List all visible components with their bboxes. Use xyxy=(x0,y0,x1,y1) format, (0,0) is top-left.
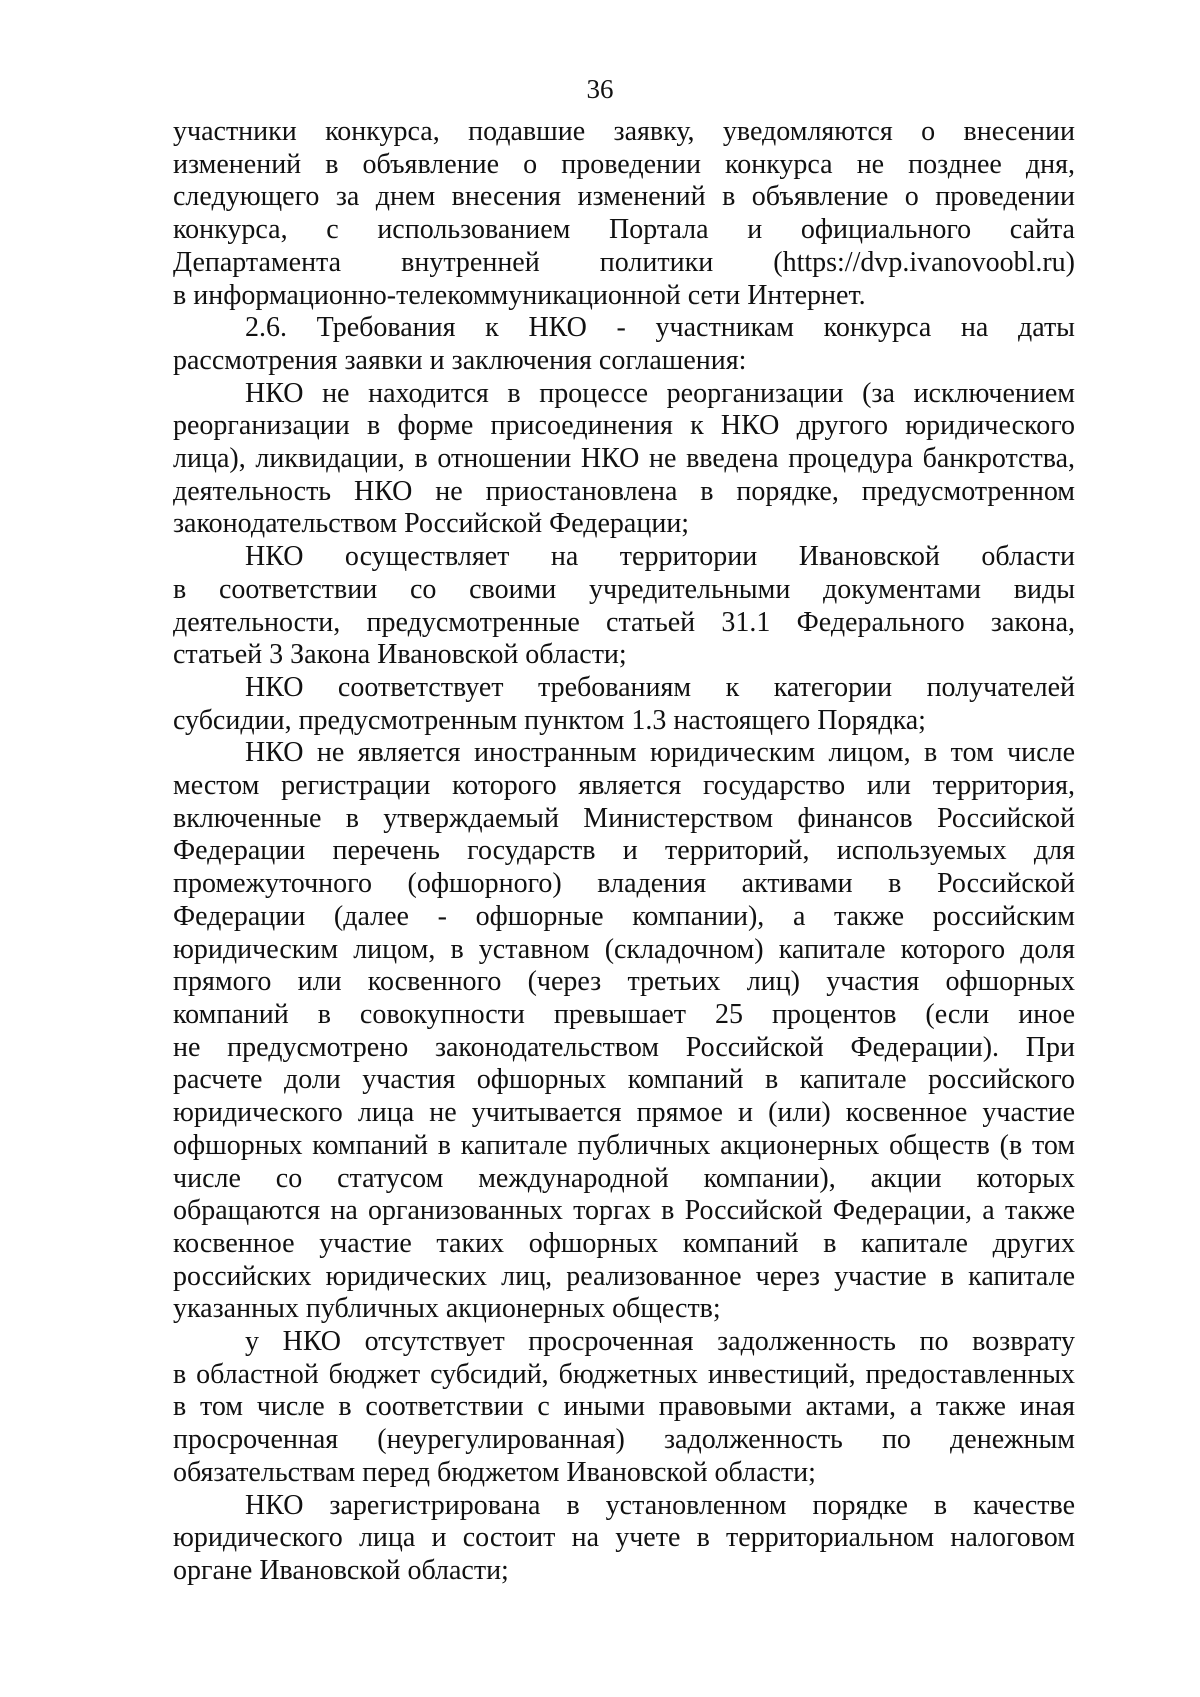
paragraph-no-reorganization xyxy=(173,378,1075,542)
text-line: расчете доли участия офшорных компаний в капитале российского xyxy=(173,1064,1075,1096)
text-line: компаний в совокупности превышает 25 процентов (если иное xyxy=(173,998,1075,1030)
text-line: в информационно-телекоммуникационной сети Интернет. xyxy=(173,279,866,311)
paragraph-recipient-category xyxy=(173,672,1075,737)
text-line: в областной бюджет субсидий, бюджетных инвестиций, предоставленных xyxy=(173,1358,1075,1390)
paragraph-activity-territory xyxy=(173,541,1075,672)
text-line: лица), ликвидации, в отношении НКО не введена процедура банкротства, xyxy=(173,443,1075,475)
text-line: юридического лица не учитывается прямое и (или) косвенное участие xyxy=(173,1097,1075,1129)
document-body xyxy=(173,116,1075,1588)
text-line: изменений в объявление о проведении конкурса не позднее дня, xyxy=(173,148,1075,180)
text-line: обращаются на организованных торгах в Российской Федерации, а также xyxy=(173,1195,1075,1227)
text-line: Департамента внутренней политики (https://dvp.ivanovoobl.ru) xyxy=(173,246,1075,278)
text-line: деятельность НКО не приостановлена в порядке, предусмотренном xyxy=(173,475,1075,507)
text-line: следующего за днем внесения изменений в объявление о проведении xyxy=(173,181,1075,213)
text-line: указанных публичных акционерных обществ; xyxy=(173,1293,721,1325)
text-line: офшорных компаний в капитале публичных акционерных обществ (в том xyxy=(173,1129,1075,1161)
text-line: статьей 3 Закона Ивановской области; xyxy=(173,639,627,671)
text-line: законодательством Российской Федерации; xyxy=(173,508,690,540)
text-line: числе со статусом международной компании), акции которых xyxy=(173,1162,1075,1194)
text-line: включенные в утверждаемый Министерством финансов Российской xyxy=(173,802,1075,834)
text-line: НКО соответствует требованиям к категории получателей xyxy=(245,671,1075,703)
paragraph-notification xyxy=(173,116,1075,312)
text-line: в соответствии со своими учредительными документами виды xyxy=(173,573,1075,605)
text-line: участники конкурса, подавшие заявку, уведомляются о внесении xyxy=(173,116,1075,147)
text-line: обязательствам перед бюджетом Ивановской области; xyxy=(173,1456,816,1488)
text-line: реорганизации в форме присоединения к НКО другого юридического xyxy=(173,410,1075,442)
text-line: местом регистрации которого является государство или территория, xyxy=(173,770,1075,802)
text-line: юридического лица и состоит на учете в территориальном налоговом xyxy=(173,1522,1075,1554)
paragraph-not-foreign-entity xyxy=(173,737,1075,1326)
text-line: не предусмотрено законодательством Российской Федерации). При xyxy=(173,1031,1075,1063)
paragraph-registered xyxy=(173,1490,1075,1588)
text-line: в том числе в соответствии с иными правовыми актами, а также иная xyxy=(173,1391,1075,1423)
text-line: органе Ивановской области; xyxy=(173,1554,509,1586)
text-line: российских юридических лиц, реализованное через участие в капитале xyxy=(173,1260,1075,1292)
paragraph-no-overdue-debt xyxy=(173,1326,1075,1490)
text-line: конкурса, с использованием Портала и официального сайта xyxy=(173,214,1075,246)
text-line: НКО зарегистрирована в установленном порядке в качестве xyxy=(245,1489,1075,1521)
paragraph-requirements-heading xyxy=(173,312,1075,377)
text-line: рассмотрения заявки и заключения соглашения: xyxy=(173,344,747,376)
text-line: НКО не находится в процессе реорганизации (за исключением xyxy=(245,377,1075,409)
text-line: у НКО отсутствует просроченная задолженность по возврату xyxy=(245,1326,1075,1358)
text-line: прямого или косвенного (через третьих лиц) участия офшорных xyxy=(173,966,1075,998)
text-line: просроченная (неурегулированная) задолженность по денежным xyxy=(173,1424,1075,1456)
text-line: Федерации (далее - офшорные компании), а также российским xyxy=(173,900,1075,932)
text-line: субсидии, предусмотренным пунктом 1.3 настоящего Порядка; xyxy=(173,704,926,736)
text-line: косвенное участие таких офшорных компаний в капитале других xyxy=(173,1227,1075,1259)
text-line: Федерации перечень государств и территорий, используемых для xyxy=(173,835,1075,867)
text-line: НКО осуществляет на территории Ивановской области xyxy=(245,541,1075,573)
text-line: деятельности, предусмотренные статьей 31.1 Федерального закона, xyxy=(173,606,1075,638)
text-line: промежуточного (офшорного) владения активами в Российской xyxy=(173,868,1075,900)
text-line: 2.6. Требования к НКО - участникам конкурса на даты xyxy=(245,312,1075,344)
page-number: 36 xyxy=(586,74,614,104)
text-line: НКО не является иностранным юридическим лицом, в том числе xyxy=(245,737,1075,769)
text-line: юридическим лицом, в уставном (складочном) капитале которого доля xyxy=(173,933,1075,965)
